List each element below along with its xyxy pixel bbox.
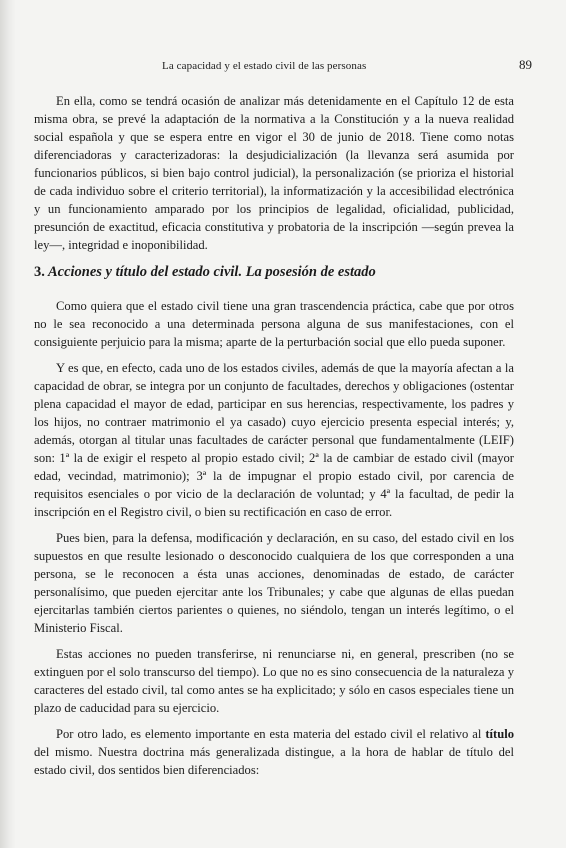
running-head: La capacidad y el estado civil de las personas — [162, 60, 367, 72]
paragraph-6-start: Por otro lado, es elemento importante en esta materia del estado civil el relativo al — [56, 727, 486, 741]
page-number: 89 — [519, 57, 532, 72]
scan-shadow-edge — [0, 0, 16, 848]
paragraph-6-emphasis: título — [485, 727, 514, 741]
page-body — [34, 92, 514, 787]
paragraph-1: En ella, como se tendrá ocasión de analizar más detenidamente en el Capítulo 12 de esta misma obra, se prevé la adaptación de la normativa a la Constitución y a la nueva realidad social española y que se espera entre en vigor el 30 de junio de 2018. Tiene como notas diferenciadoras y caracterizadoras: la desjudicialización (la llevanza será asumida por funcionarios públicos, si bien bajo control judicial), la personalización (se prioriza el historial de cada individuo sobre el criterio territorial), la informatización y la accesibilidad electrónica y un funcionamiento amparado por los principios de legalidad, oficialidad, publicidad, presunción de exactitud, eficacia constitutiva y probatoria de la inscripción —según prevea la ley—, integridad e inoponibilidad. — [34, 94, 514, 252]
section-heading — [34, 264, 514, 281]
section-number: 3. — [34, 264, 45, 280]
paragraph-6-end: del mismo. Nuestra doctrina más generalizada distingue, a la hora de hablar de título del estado civil, dos sentidos bien diferenciados: — [34, 745, 514, 777]
paragraph-5: Estas acciones no pueden transferirse, ni renunciarse ni, en general, prescriben (no se extinguen por el solo transcurso del tiempo). Lo que no es sino consecuencia de la naturaleza y caracteres del estado civil, tal como antes se ha explicitado; y sólo en casos especiales tiene un plazo de caducidad para su ejercicio. — [34, 647, 514, 715]
paragraph-6 — [34, 725, 514, 779]
paragraph-2: Como quiera que el estado civil tiene una gran trascendencia práctica, cabe que por otros no le sea reconocido a una determinada persona alguna de sus manifestaciones, con el consiguiente perjuicio para la misma; aparte de la perturbación social que ello pueda suponer. — [34, 299, 514, 349]
paragraph-4: Pues bien, para la defensa, modificación y declaración, en su caso, del estado civil en los supuestos en que resulte lesionado o desconocido cualquiera de los que corresponden a una persona, se le reconocen a ésta unas acciones, denominadas de estado, de carácter personalísimo, que pueden ejercitar ante los Tribunales; y cabe que algunas de ellas puedan ejercitarlas también ciertos parientes o quienes, no siéndolo, tengan un interés legítimo, o el Ministerio Fiscal. — [34, 531, 514, 635]
section-title: Acciones y título del estado civil. La posesión de estado — [47, 264, 376, 280]
paragraph-3: Y es que, en efecto, cada uno de los estados civiles, además de que la mayoría afectan a la capacidad de obrar, se integra por un conjunto de facultades, derechos y obligaciones (ostentar plena capacidad el mayor de edad, participar en sus herencias, respectivamente, los padres y los hijos, no contraer matrimonio el ya casado) cuyo ejercicio presenta especial interés; y, además, otorgan al titular unas facultades de carácter personal que fundamentalmente (LEIF) son: 1ª la de exigir el respeto al propio estado civil; 2ª la de cambiar de estado civil (mayor edad, vecindad, matrimonio); 3ª la de impugnar el propio estado civil, por carencia de requisitos esenciales o por vicio de la declaración de voluntad; y 4ª la facultad, de pedir la inscripción en el Registro civil, o bien su rectificación en caso de error. — [34, 361, 514, 519]
page-header — [34, 57, 532, 80]
